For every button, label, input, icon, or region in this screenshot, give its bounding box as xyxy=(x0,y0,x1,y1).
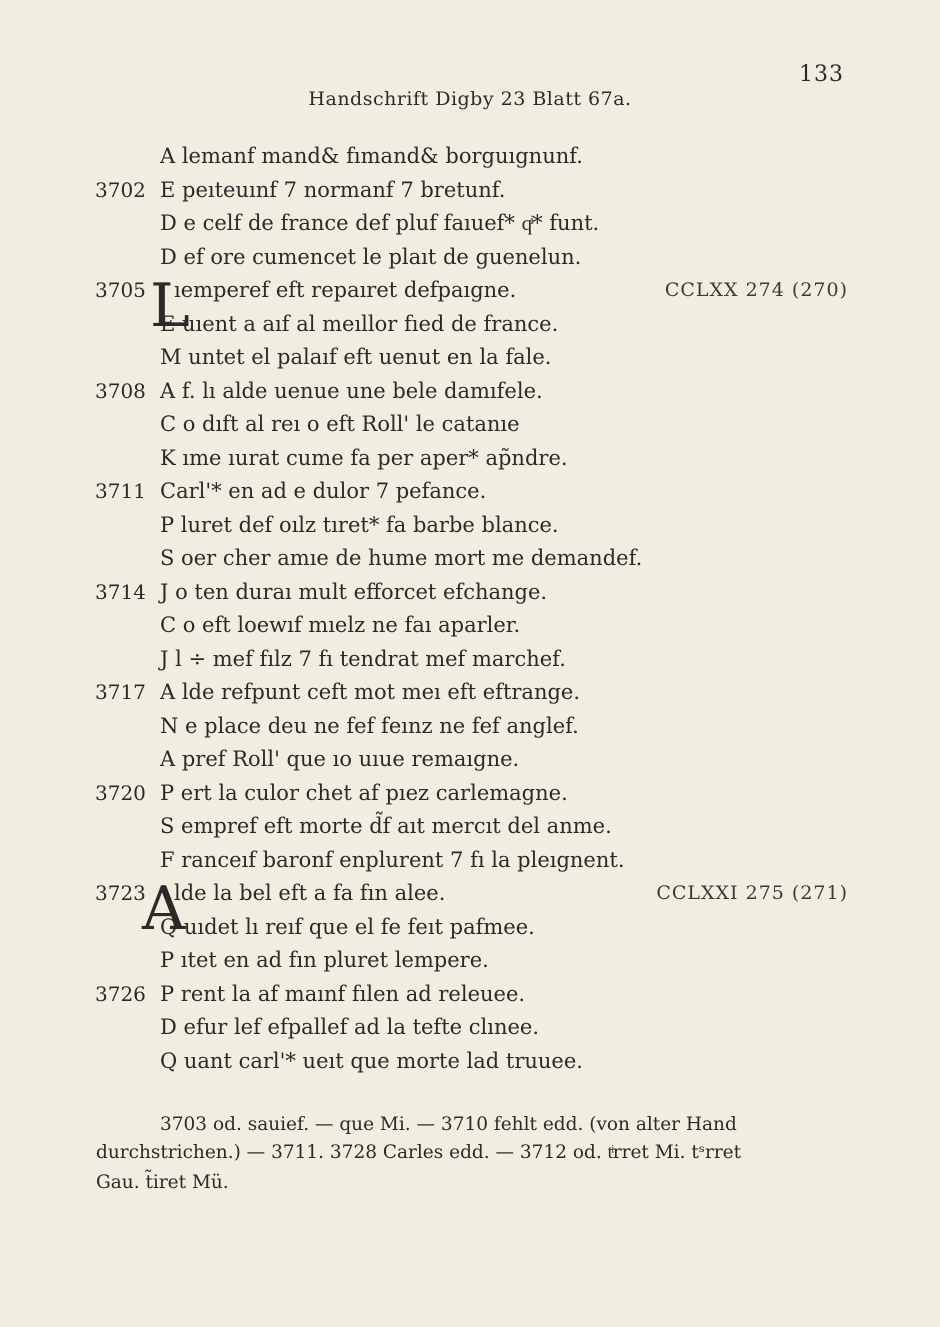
line-number: 3723 xyxy=(95,881,146,905)
line-number: 3714 xyxy=(95,579,146,604)
verse-text: P luret def oılz tıret* fa barbe blance. xyxy=(160,512,559,537)
verse-line xyxy=(0,241,940,275)
verse-text: P rent la af maınf fılen ad releuee. xyxy=(160,981,526,1006)
line-number: 3705 xyxy=(95,278,146,302)
verse-text: lde la bel eft a fa fın alee. xyxy=(174,881,446,905)
verse-line xyxy=(0,174,940,208)
verse-line xyxy=(0,743,940,777)
verse-line xyxy=(0,341,940,375)
verse-line xyxy=(0,1045,940,1079)
line-number: 3726 xyxy=(95,981,146,1006)
verse-text: J l ÷ mef fılz 7 fı tendrat mef marchef. xyxy=(160,646,566,671)
verse-text: ıemperef eft repaıret defpaıgne. xyxy=(174,278,517,302)
verse-text: J o ten duraı mult efforcet efchange. xyxy=(160,579,548,604)
verse-text: F ranceıf baronf enplurent 7 fı la pleıgnent. xyxy=(160,847,625,872)
verse-text: K ıme ıurat cume fa per aper* ap̃ndre. xyxy=(160,445,568,470)
line-number: 3708 xyxy=(95,378,146,403)
verse-line xyxy=(0,408,940,442)
verse-text: M untet el palaıf eft uenut en la fale. xyxy=(160,345,552,369)
verse-text: D e celf de france def pluf faıuef* qͥ* funt. xyxy=(160,211,600,235)
verse-line xyxy=(0,308,940,342)
footnote-line-1: 3703 od. sauief. — que Mi. — 3710 fehlt edd. (von alter Hand xyxy=(160,1114,737,1135)
verse-line xyxy=(0,1011,940,1045)
line-number: 3702 xyxy=(95,177,146,202)
verse-text: P ıtet en ad fın pluret lempere. xyxy=(160,948,489,972)
verse-text: E uıent a aıf al meıllor fıed de france. xyxy=(160,311,559,336)
verse-text: N e place deu ne fef feınz ne fef anglef. xyxy=(160,713,579,738)
verse-line xyxy=(0,643,940,677)
verse-line xyxy=(0,140,940,174)
laisse-number: CCLXXI 275 (271) xyxy=(656,882,848,904)
line-number: 3717 xyxy=(95,680,146,704)
footnote-line-3: Gau. t̃iret Mü. xyxy=(96,1172,229,1193)
verse-lines xyxy=(0,140,940,1078)
page-number: 133 xyxy=(799,62,844,87)
verse-text: C o dıft al reı o eft Roll' le catanıe xyxy=(160,412,520,436)
decorated-initial: L xyxy=(150,271,190,341)
verse-line xyxy=(0,375,940,409)
verse-line xyxy=(0,442,940,476)
line-number: 3711 xyxy=(95,479,146,503)
verse-text: Q uıdet lı reıf que el fe feıt pafmee. xyxy=(160,914,535,939)
verse-line xyxy=(0,844,940,878)
verse-line xyxy=(0,509,940,543)
verse-text: S oer cher amıe de hume mort me demandef. xyxy=(160,546,643,570)
verse-text: Q uant carl'* ueıt que morte lad truuee. xyxy=(160,1048,583,1073)
verse-line xyxy=(0,710,940,744)
verse-line xyxy=(0,810,940,844)
verse-line xyxy=(0,207,940,241)
verse-text: P ert la culor chet af pıez carlemagne. xyxy=(160,780,568,805)
verse-text: A lde refpunt ceft mot meı eft eftrange. xyxy=(160,680,581,704)
verse-text: D efur lef efpallef ad la tefte clınee. xyxy=(160,1015,539,1039)
laisse-number: CCLXX 274 (270) xyxy=(664,279,848,301)
verse-text: D ef ore cumencet le plaıt de guenelun. xyxy=(160,244,582,269)
verse-line xyxy=(0,944,940,978)
line-number: 3720 xyxy=(95,780,146,805)
verse-line xyxy=(0,911,940,945)
verse-text: A lemanf mand& fımand& borguıgnunf. xyxy=(160,144,583,168)
verse-line xyxy=(0,676,940,710)
verse-text: S empref eft morte d̃f aıt mercıt del anme. xyxy=(160,814,612,838)
footnote-line-2: durchstrichen.) — 3711. 3728 Carles edd. — 3712 od. tͥrret Mi. tˢrret xyxy=(96,1142,742,1163)
verse-line xyxy=(0,609,940,643)
verse-line xyxy=(0,475,940,509)
verse-text: E peıteuınf 7 normanf 7 bretunf. xyxy=(160,177,506,202)
decorated-initial: A xyxy=(142,874,186,944)
verse-line xyxy=(0,777,940,811)
verse-text: A pref Roll' que ıo uıue remaıgne. xyxy=(160,747,520,771)
verse-text: C o eft loewıf mıelz ne faı aparler. xyxy=(160,613,521,637)
verse-text: A f. lı alde uenue une bele damıfele. xyxy=(160,378,543,403)
verse-text: Carl'* en ad e dulor 7 pefance. xyxy=(160,479,487,503)
page-header: Handschrift Digby 23 Blatt 67a. xyxy=(308,88,632,110)
verse-line xyxy=(0,542,940,576)
verse-line xyxy=(0,978,940,1012)
verse-line xyxy=(0,576,940,610)
